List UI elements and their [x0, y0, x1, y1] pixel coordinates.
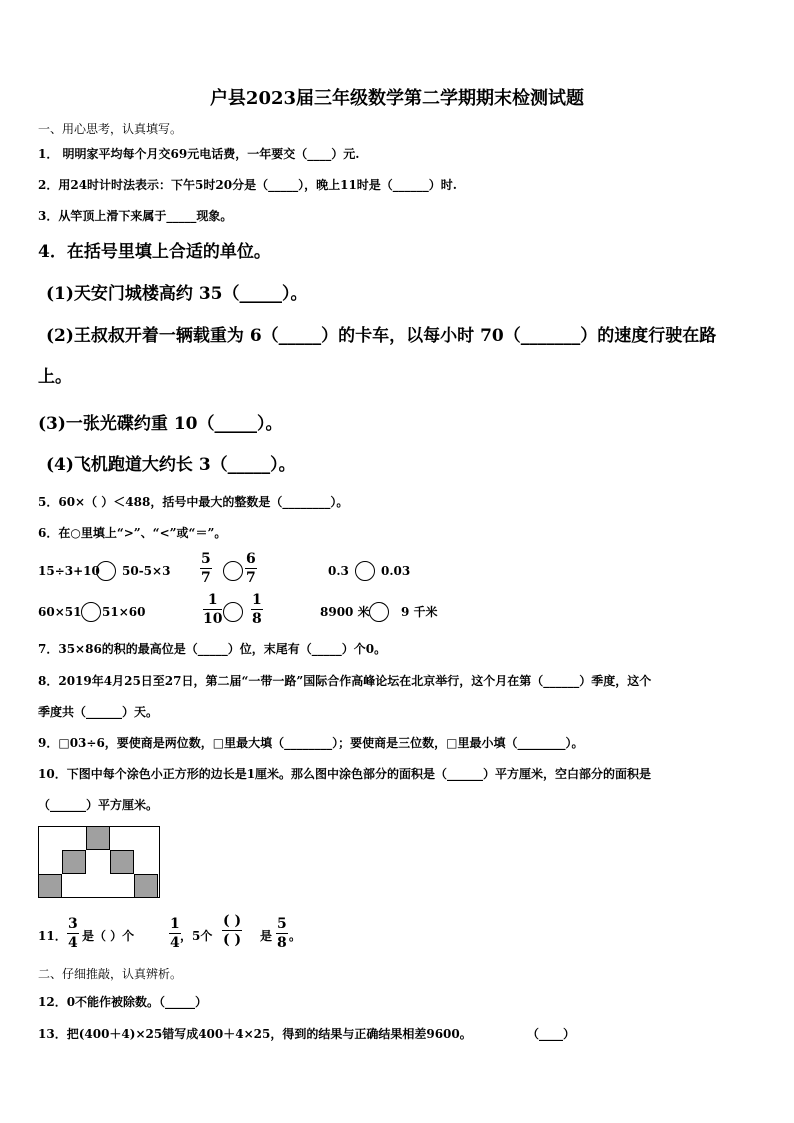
fraction-numerator: 6 [246, 551, 256, 567]
fraction-1-10 [203, 593, 222, 626]
shaded-grid-figure [38, 826, 160, 898]
question-3: 3．从竿顶上滑下来属于_____现象。 [38, 209, 233, 223]
compare-circle-d[interactable] [81, 602, 101, 622]
compare-c-left: 0.3 [328, 564, 349, 578]
page-title: 户县2023届三年级数学第二学期期末检测试题 [209, 88, 585, 109]
section-heading-1: 一、用心思考，认真填写。 [38, 122, 183, 136]
compare-a-right: 50-5×3 [122, 564, 171, 578]
fraction-denominator: 7 [246, 570, 256, 586]
question-13-answer-paren: （____） [527, 1027, 576, 1041]
compare-f-left: 8900 米 [320, 605, 370, 619]
question-13: 13．把(400＋4)×25错写成400＋4×25，得到的结果与正确结果相差9600。 [38, 1027, 472, 1041]
fraction-denominator: 10 [203, 611, 223, 627]
question-4: 4．在括号里填上合适的单位。 [38, 242, 271, 262]
fraction-1-4 [169, 917, 181, 950]
question-4-part-2: (2)王叔叔开着一辆载重为 6（_____）的卡车，以每小时 70（_______）的速度行驶在路 [46, 326, 717, 346]
question-4-part-3: (3)一张光碟约重 10（_____）。 [38, 414, 283, 434]
fraction-5-7 [200, 552, 212, 585]
fraction-numerator: 1 [252, 592, 262, 608]
fraction-numerator: 5 [277, 916, 287, 932]
compare-circle-a[interactable] [96, 561, 116, 581]
fraction-5-8 [276, 917, 288, 950]
fraction-numerator: 1 [170, 916, 180, 932]
question-11-text-3: 是 [260, 929, 273, 943]
question-5: 5．60×（ ）＜488，括号中最大的整数是（________）。 [38, 495, 349, 509]
question-4-part-2-cont: 上。 [38, 367, 72, 387]
fraction-blank [222, 914, 242, 947]
fraction-denominator: 8 [277, 935, 287, 951]
question-4-part-1: (1)天安门城楼高约 35（_____）。 [46, 284, 308, 304]
question-4-part-4: (4)飞机跑道大约长 3（_____）。 [46, 455, 296, 475]
question-7: 7．35×86的积的最高位是（_____）位，末尾有（_____）个0。 [38, 642, 387, 656]
question-11-text-4: 。 [289, 929, 302, 943]
question-10-cont: （______）平方厘米。 [38, 798, 159, 812]
fraction-denominator: ( ) [223, 932, 242, 948]
fraction-numerator: 3 [68, 916, 78, 932]
question-11-text-1: 是（ ）个 [82, 929, 135, 943]
compare-circle-c[interactable] [355, 561, 375, 581]
question-11-number: 11． [38, 929, 67, 943]
question-10: 10．下图中每个涂色小正方形的边长是1厘米。那么图中涂色部分的面积是（______）平方厘米，空白部分的面积是 [38, 767, 652, 781]
fraction-denominator: 8 [252, 611, 262, 627]
fraction-numerator: ( ) [223, 913, 242, 929]
compare-a-left: 15÷3+10 [38, 564, 100, 578]
fraction-3-4 [67, 917, 79, 950]
question-1: 1． 明明家平均每个月交69元电话费，一年要交（____）元. [38, 147, 360, 161]
grid-border [38, 826, 160, 898]
fraction-numerator: 1 [207, 592, 218, 608]
question-9: 9．□03÷6，要使商是两位数，□里最大填（________）；要使商是三位数，□里最小填（________）。 [38, 736, 584, 750]
question-12: 12．0不能作被除数。（_____） [38, 995, 208, 1009]
section-heading-2: 二、仔细推敲，认真辨析。 [38, 967, 183, 981]
question-6: 6．在○里填上“>”、“<”或“＝”。 [38, 526, 227, 540]
compare-circle-b[interactable] [223, 561, 243, 581]
question-2: 2．用24时计时法表示：下午5时20分是（_____），晚上11时是（______）时. [38, 178, 457, 192]
fraction-denominator: 4 [170, 935, 180, 951]
fraction-denominator: 7 [201, 570, 211, 586]
question-11-text-2: ，5个 [180, 929, 213, 943]
compare-circle-e[interactable] [223, 602, 243, 622]
compare-f-right: 9 千米 [401, 605, 438, 619]
question-8-cont: 季度共（______）天。 [38, 705, 159, 719]
compare-d-right: 51×60 [102, 605, 146, 619]
compare-d-left: 60×51 [38, 605, 82, 619]
fraction-denominator: 4 [68, 935, 78, 951]
fraction-1-8 [251, 593, 263, 626]
fraction-6-7 [245, 552, 257, 585]
compare-circle-f[interactable] [369, 602, 389, 622]
question-8: 8．2019年4月25日至27日，第二届“一带一路”国际合作高峰论坛在北京举行，这个月在第（______）季度，这个 [38, 674, 652, 688]
fraction-numerator: 5 [201, 551, 211, 567]
compare-c-right: 0.03 [381, 564, 411, 578]
